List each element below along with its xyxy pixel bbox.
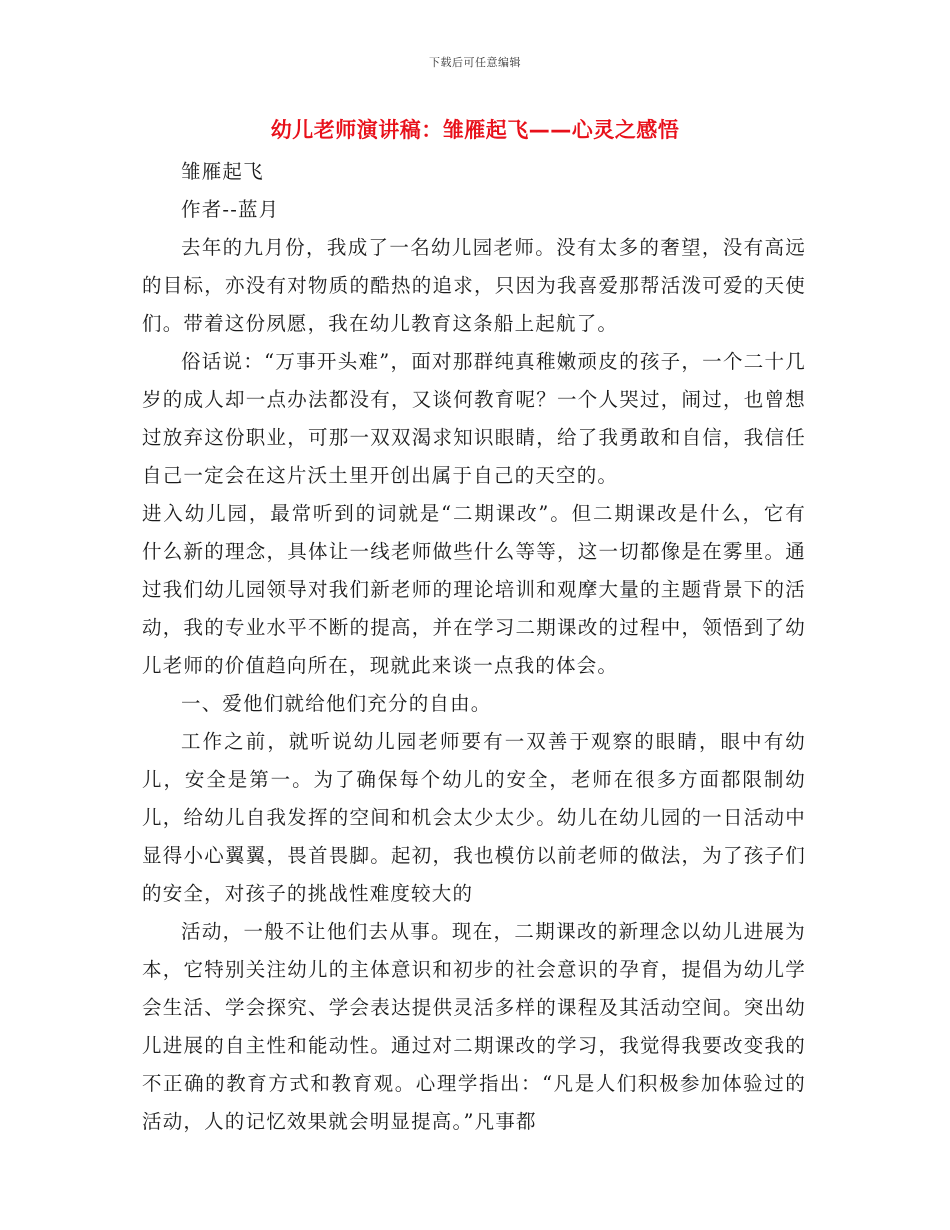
paragraph-subtitle: 雏雁起飞 bbox=[181, 160, 264, 183]
section-heading: 一、爱他们就给他们充分的自由。 bbox=[181, 692, 492, 715]
header-note: 下载后可任意编辑 bbox=[429, 56, 521, 69]
paragraph: 活动，一般不让他们去从事。现在，二期课改的新理念以幼儿进展为本，它特别关注幼儿的主体意识和初步的社会意识的孕育，提倡为幼儿学会生活、学会探究、学会表达提供灵活多样的课程及其活动空间。突出幼儿进展的自主性和能动性。通过对二期课改的学习，我觉得我要改变我的不正确的教育方式和教育观。心理学指出：“凡是人们积极参加体验过的活动，人的记忆效果就会明显提高。”凡事都 bbox=[142, 920, 806, 1133]
paragraph-author: 作者--蓝月 bbox=[181, 198, 280, 221]
document-title: 幼儿老师演讲稿：雏雁起飞——心灵之感悟 bbox=[270, 118, 680, 142]
paragraph: 进入幼儿园，最常听到的词就是“二期课改”。但二期课改是什么，它有什么新的理念，具体让一线老师做些什么等等，这一切都像是在雾里。通过我们幼儿园领导对我们新老师的理论培训和观摩大量的主题背景下的活动，我的专业水平不断的提高，并在学习二期课改的过程中，领悟到了幼儿老师的价值趋向所在，现就此来谈一点我的体会。 bbox=[142, 502, 806, 677]
document-body bbox=[142, 153, 806, 1141]
paragraph: 去年的九月份，我成了一名幼儿园老师。没有太多的奢望，没有高远的目标，亦没有对物质的酷热的追求，只因为我喜爱那帮活泼可爱的天使们。带着这份夙愿，我在幼儿教育这条船上起航了。 bbox=[142, 236, 806, 335]
paragraph: 俗话说：“万事开头难”，面对那群纯真稚嫩顽皮的孩子，一个二十几岁的成人却一点办法都没有，又谈何教育呢？一个人哭过，闹过，也曾想过放弃这份职业，可那一双双渴求知识眼睛，给了我勇敢和自信，我信任自己一定会在这片沃土里开创出属于自己的天空的。 bbox=[142, 350, 806, 487]
paragraph: 工作之前，就听说幼儿园老师要有一双善于观察的眼睛，眼中有幼儿，安全是第一。为了确保每个幼儿的安全，老师在很多方面都限制幼儿，给幼儿自我发挥的空间和机会太少太少。幼儿在幼儿园的一日活动中显得小心翼翼，畏首畏脚。起初，我也模仿以前老师的做法，为了孩子们的安全，对孩子的挑战性难度较大的 bbox=[142, 730, 806, 905]
